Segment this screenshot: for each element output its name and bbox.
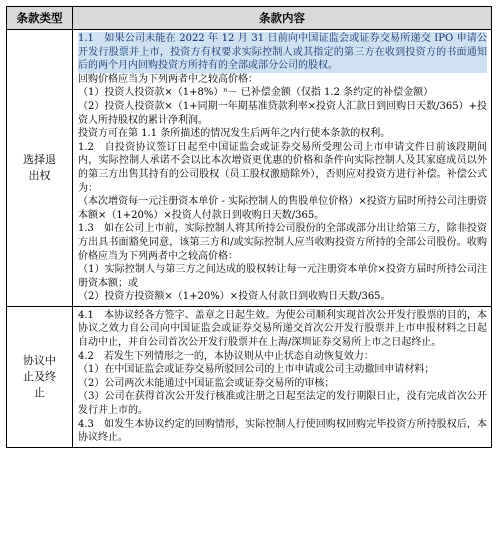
table-row (7, 306, 492, 447)
clause-type-label: 协议中止及终止 (23, 353, 56, 399)
paragraph: 1.3 如在公司上市前，实际控制人将其所持公司股份的全部或部分出让给第三方，除非投资方出具书面豁免同意，该第三方和/或实际控制人应当收购投资方所持的全部公司股份。收购价格应当为下列两者中之较高价格： (78, 223, 487, 262)
paragraph: （1）在中国证监会或证券交易所驳回公司的上市申请或公司主动撤回申请材料； (78, 364, 435, 376)
header-clause-type: 条款类型 (7, 7, 73, 30)
paragraph: （2）投资方投资额×（1+20%）×投资人付款日到收购日天数/365。 (78, 291, 391, 303)
paragraph: （1）实际控制人与第三方之间达成的股权转让每一元注册资本单价×投资方届时所持公司注册资本额；或 (78, 264, 487, 289)
paragraph: 4.1 本协议经各方签字、盖章之日起生效。为使公司顺利实现首次公开发行股票的目的，本协议之效力自公司向中国证监会或证券交易所递交首次公开发行股票并上市申报材料之日起自动中止，并自公司首次公开发行股票并在上海/深圳证券交易所上市之日起终止。 (78, 309, 487, 349)
table-header-row (7, 7, 492, 30)
clause-type-label: 选择退出权 (23, 152, 56, 182)
clause-type-cell (7, 306, 73, 447)
paragraph: 回购价格应当为下列两者中之较高价格： (78, 73, 258, 85)
paragraph: （1）投资人投资款×（1+8%）ⁿ－ 已补偿金额（仅指 1.2 条约定的补偿金额） (78, 87, 434, 99)
paragraph: （2）公司两次未能通过中国证监会或证券交易所的审核； (78, 377, 335, 389)
clause-type-cell (7, 30, 73, 307)
paragraph: 4.3 如发生本协议约定的回购情形，实际控制人行使回购权回购完毕投资方所持股权后，本协议终止。 (78, 418, 487, 444)
paragraph: 4.2 若发生下列情形之一的，本协议则从中止状态自动恢复效力： (78, 350, 374, 362)
header-clause-content: 条款内容 (73, 7, 492, 30)
paragraph: （2）投资人投资款×（1+同期一年期基准贷款利率×投资人汇款日到回购日天数/365）+投资人所持股权的累计净利润。 (78, 100, 487, 126)
document-table-wrapper (6, 6, 491, 448)
clause-table (6, 6, 492, 448)
paragraph-highlighted: 1.1 如果公司未能在 2022 年 12 月 31 日前向中国证监会或证券交易所递交 IPO 申请公开发行股票并上市，投资方有权要求实际控制人或其指定的第三方在收到投资方的书面通知后的两个月内回购投资方所持有的全部或部分公司的股权。 (78, 33, 487, 72)
paragraph: （3）公司在获得首次公开发行核准或注册之日起至法定的发行期限日止，没有完成首次公开发行并上市的。 (78, 391, 487, 417)
paragraph: 1.2 自投资协议签订日起至中国证监会或证券交易所受理公司上市申请文件日前该段期间内，实际控制人承诺不会以比本次增资更优惠的价格和条件向实际控制人及其家庭成员以外的第三方出售其持有的公司股权（员工股权激励除外），否则应对投资方进行补偿。补偿公式为： (78, 141, 487, 194)
paragraph: 投资方可在第 1.1 条所描述的情况发生后两年之内行使本条款的权利。 (78, 128, 391, 140)
clause-content-cell (73, 30, 492, 307)
clause-content-cell (73, 306, 492, 447)
paragraph: （本次增资每一元注册资本单价 - 实际控制人的售股单位价格）×投资方届时所持公司注册资本额×（1+20%）×投资人付款日到收购日天数/365。 (78, 196, 487, 221)
table-row (7, 30, 492, 307)
